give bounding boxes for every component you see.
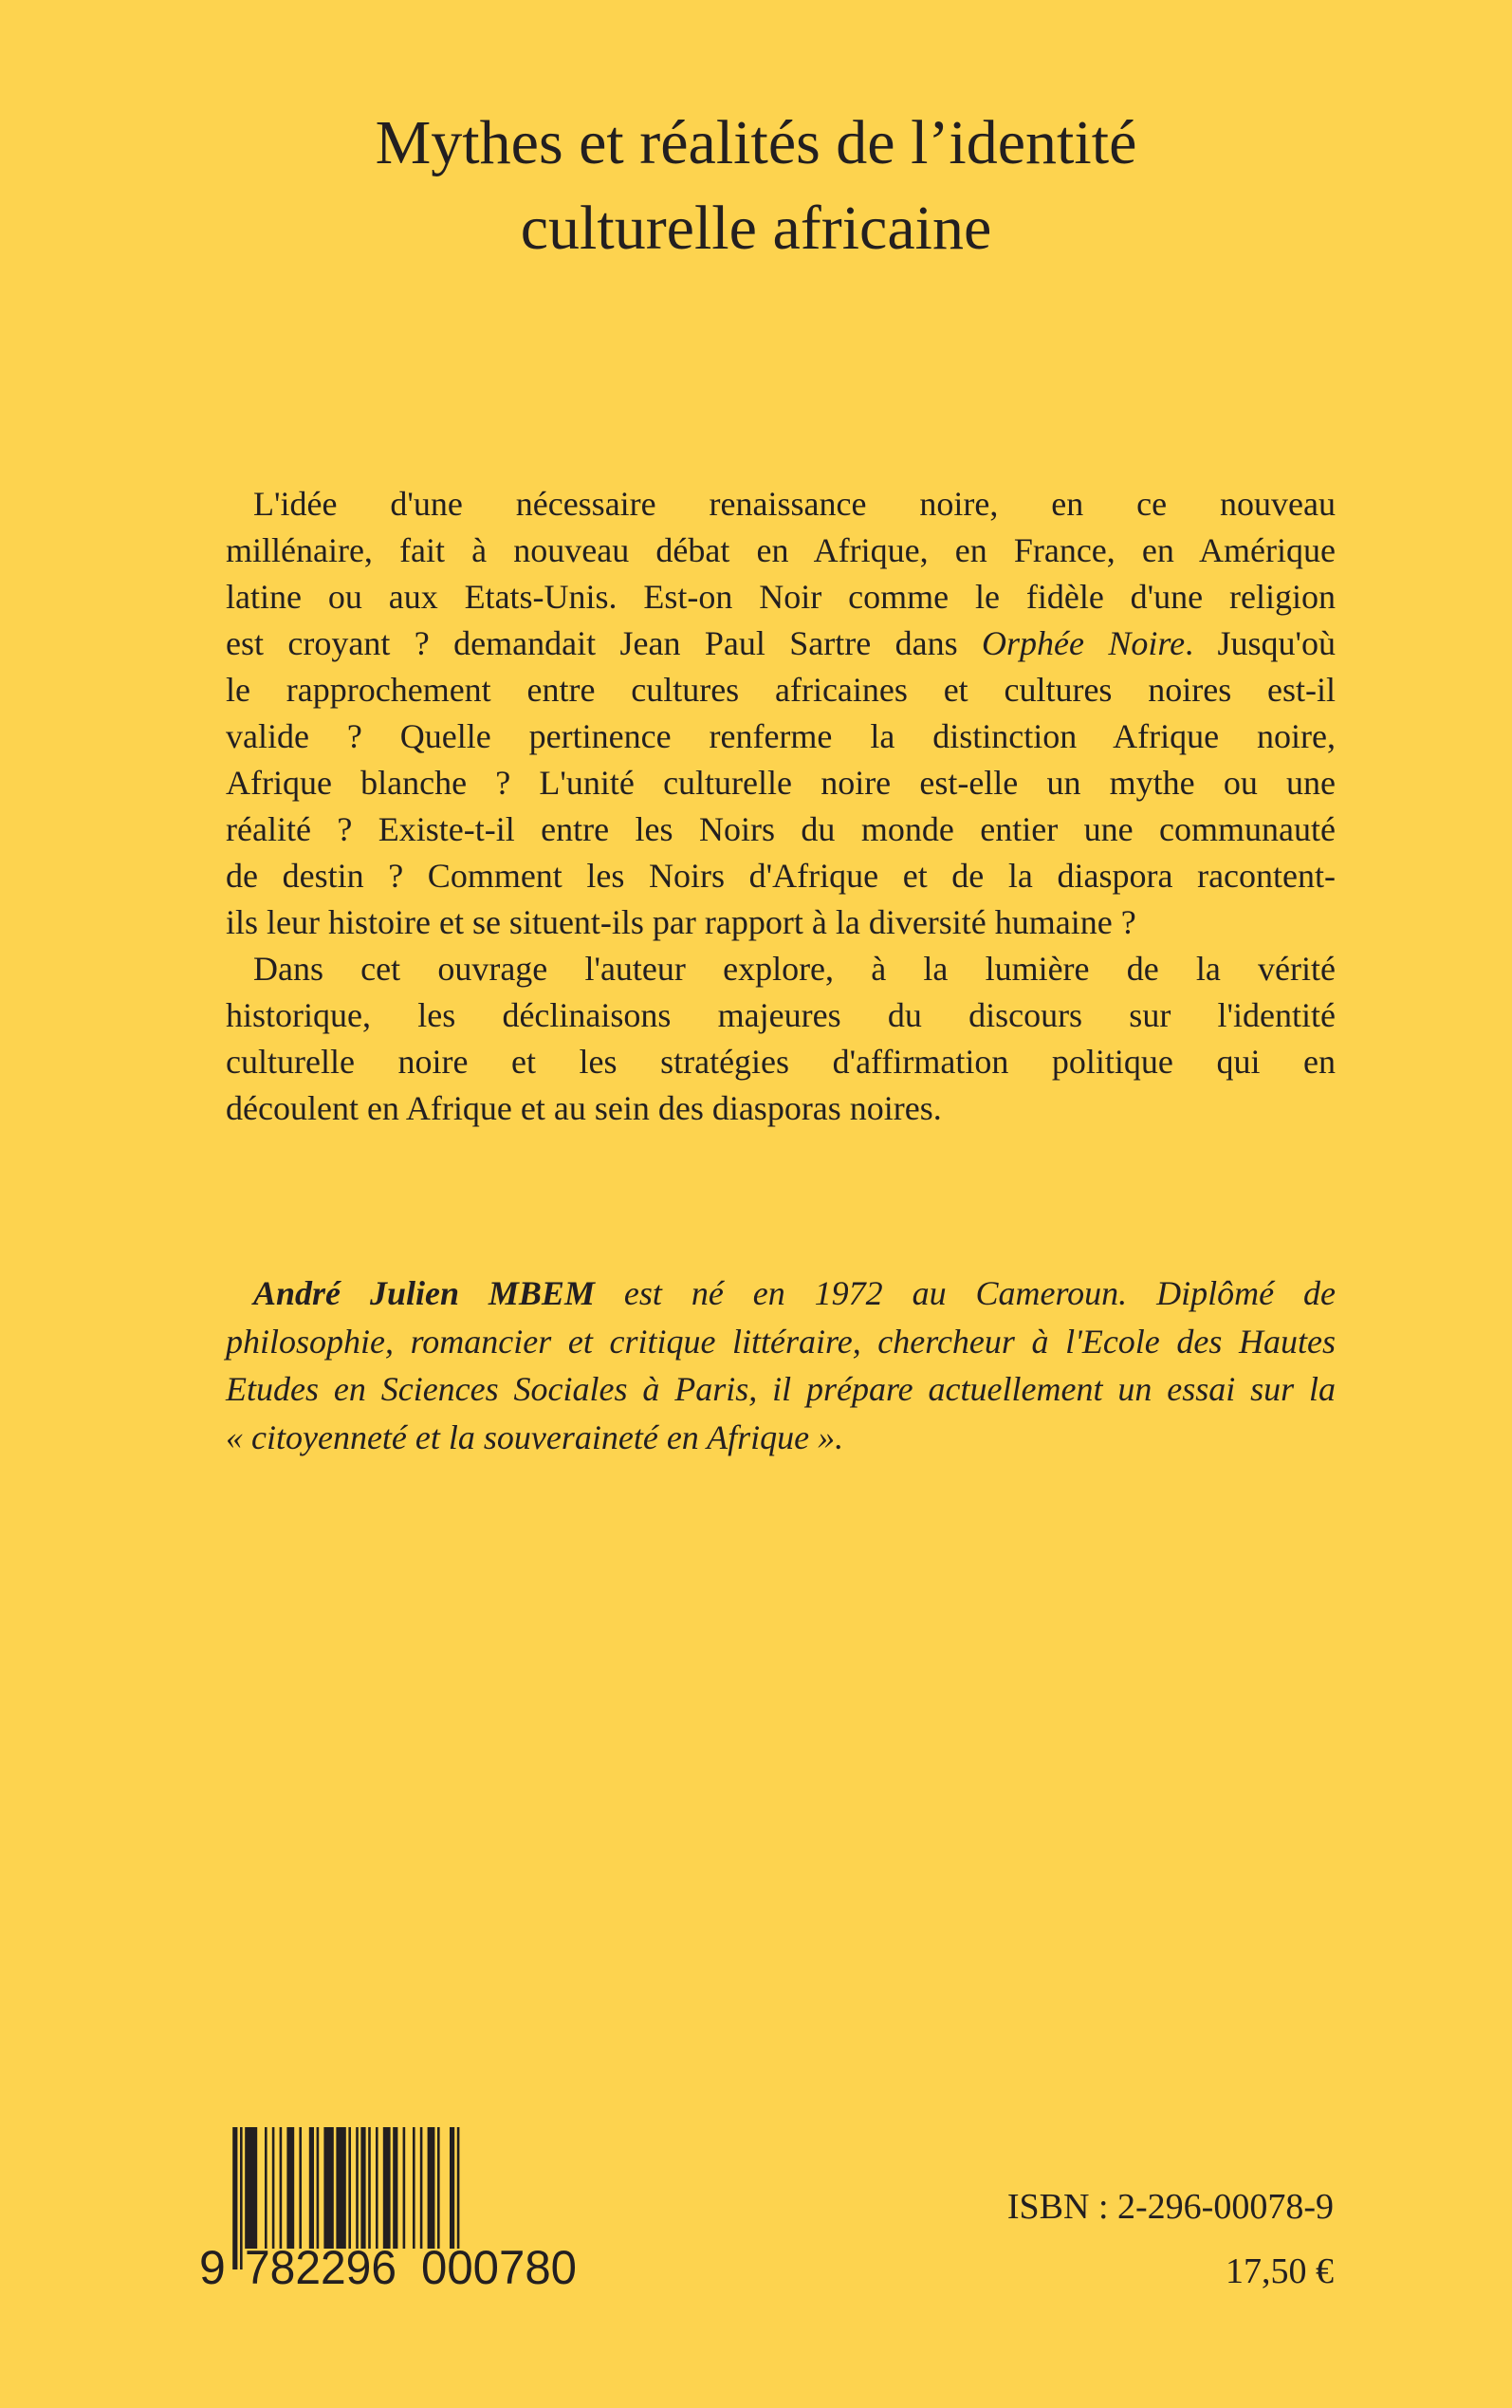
- barcode-bar: [240, 2127, 243, 2269]
- blurb-line: millénaire, fait à nouveau débat en Afrique, en France, en Amérique: [226, 531, 1336, 569]
- blurb-line: historique, les déclinaisons majeures du discours sur l'identité: [226, 996, 1336, 1034]
- barcode-digits-right: 000780: [421, 2241, 577, 2294]
- author-bio-line: philosophie, romancier et critique littéraire, chercheur à l'Ecole des Hautes: [226, 1322, 1336, 1361]
- barcode-bar: [299, 2127, 302, 2249]
- blurb-line: L'idée d'une nécessaire renaissance noire, en ce nouveau: [253, 485, 1336, 523]
- blurb-line: le rapprochement entre cultures africaines et cultures noires est-il: [226, 671, 1336, 709]
- barcode-bar: [272, 2127, 275, 2249]
- book-title-line-2: culturelle africaine: [520, 194, 992, 263]
- barcode-bar: [437, 2127, 440, 2249]
- blurb-line: de destin ? Comment les Noirs d'Afrique et de la diaspora racontent-: [226, 857, 1336, 895]
- blurb-line: Afrique blanche ? L'unité culturelle noire est-elle un mythe ou une: [226, 764, 1336, 802]
- barcode-bar: [309, 2127, 314, 2249]
- blurb-line: Dans cet ouvrage l'auteur explore, à la lumière de la vérité: [253, 950, 1336, 988]
- author-bio-line: André Julien MBEM est né en 1972 au Cameroun. Diplômé de: [253, 1274, 1336, 1312]
- barcode-bar: [413, 2127, 415, 2249]
- barcode-digits-left: 782296: [245, 2241, 396, 2294]
- barcode-bar: [360, 2127, 365, 2249]
- barcode-bar: [428, 2127, 435, 2249]
- isbn: ISBN : 2-296-00078-9: [1006, 2187, 1334, 2227]
- barcode-digit-first: 9: [199, 2241, 226, 2294]
- author-bio-line: Etudes en Sciences Sociales à Paris, il prépare actuellement un essai sur la: [226, 1370, 1336, 1408]
- barcode-bar: [393, 2127, 397, 2249]
- price: 17,50 €: [1226, 2251, 1334, 2291]
- blurb-line: latine ou aux Etats-Unis. Est-on Noir comme le fidèle d'une religion: [226, 578, 1336, 616]
- blurb-line: découlent en Afrique et au sein des diasporas noires.: [226, 1089, 942, 1127]
- barcode-bar: [450, 2127, 454, 2249]
- blurb-line: ils leur histoire et se situent-ils par rapport à la diversité humaine ?: [226, 903, 1136, 941]
- barcode: [199, 2127, 607, 2294]
- book-title-line-1: Mythes et réalités de l’identité: [375, 108, 1137, 177]
- blurb-line: est croyant ? demandait Jean Paul Sartre dans Orphée Noire. Jusqu'où: [226, 624, 1336, 662]
- barcode-bar: [420, 2127, 423, 2249]
- barcode-bar: [356, 2127, 359, 2249]
- barcode-bar: [403, 2127, 406, 2249]
- barcode-bar: [232, 2127, 237, 2269]
- author-bio-line: « citoyenneté et la souveraineté en Afrique ».: [226, 1417, 844, 1456]
- blurb-line: culturelle noire et les stratégies d'affirmation politique qui en: [226, 1043, 1336, 1081]
- barcode-bar: [383, 2127, 391, 2249]
- barcode-bar: [245, 2127, 257, 2249]
- blurb: [226, 481, 1336, 1132]
- blurb-line: valide ? Quelle pertinence renferme la distinction Afrique noire,: [226, 717, 1336, 755]
- barcode-bar: [376, 2127, 378, 2249]
- blurb-line: réalité ? Existe-t-il entre les Noirs du monde entier une communauté: [226, 810, 1336, 848]
- barcode-bar: [323, 2127, 333, 2249]
- barcode-bar: [368, 2127, 371, 2249]
- barcode-bar: [336, 2127, 345, 2249]
- barcode-bar: [286, 2127, 294, 2249]
- author-bio: [226, 1269, 1336, 1461]
- barcode-bar: [317, 2127, 320, 2249]
- barcode-bar: [280, 2127, 283, 2249]
- barcode-bar: [265, 2127, 267, 2249]
- barcode-bar: [457, 2127, 460, 2249]
- barcode-bar: [348, 2127, 351, 2249]
